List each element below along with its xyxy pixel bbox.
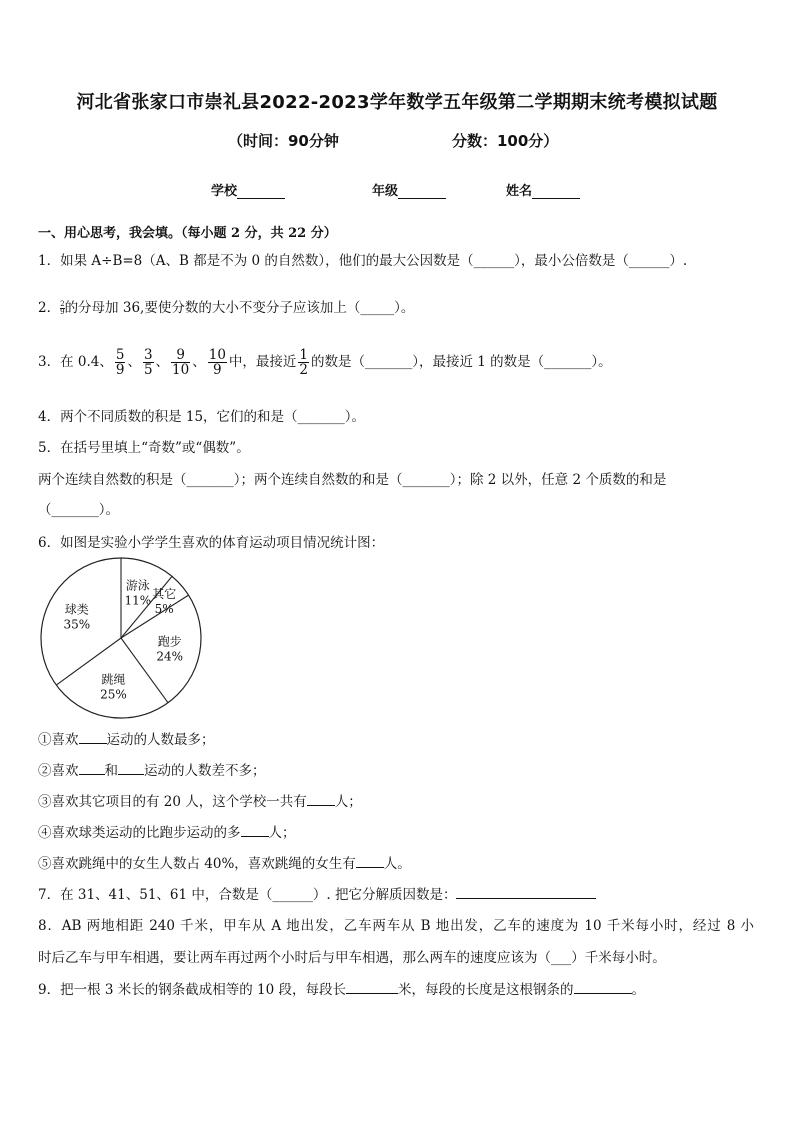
name-blank	[532, 186, 580, 199]
q3-f1-den: 9	[115, 362, 125, 379]
q3-f3-den: 10	[172, 362, 190, 379]
q9-end: 。	[631, 982, 646, 998]
question-8: 8．AB 两地相距 240 千米，甲车从 A 地出发，乙车两车从 B 地出发，乙车的速度为 10 千米每小时，经过 8 小	[38, 918, 754, 934]
q6-s4-b: 人；	[268, 825, 296, 841]
q2-frac-den: 9	[60, 308, 65, 316]
q3-sep-3: 、	[192, 354, 206, 371]
q6-sub-2	[38, 759, 266, 779]
q9-text: 9．把一根 3 米长的钢条截成相等的 10 段，每段长	[38, 982, 347, 998]
question-9	[38, 978, 645, 998]
exam-time: （时间：90分钟	[228, 132, 339, 150]
q6-s5-a: ⑤喜欢跳绳中的女生人数占 40%，喜欢跳绳的女生有	[38, 856, 356, 872]
grade-field	[372, 180, 446, 199]
q6-s2-blank-1	[79, 762, 105, 775]
q6-s2-c: 运动的人数差不多；	[144, 763, 266, 779]
grade-blank	[398, 186, 446, 199]
name-label: 姓名	[506, 184, 533, 199]
school-label: 学校	[211, 184, 238, 199]
q6-s5-blank	[356, 855, 384, 868]
q6-s2-b: 和	[104, 763, 118, 779]
question-8-line-2: 时后乙车与甲车相遇，要让两车再过两个小时后与甲车相遇，那么两车的速度应该为（___）千米每小时。	[38, 950, 666, 966]
q3-suffix: 的数是（_______），最接近 1 的数是（_______）。	[311, 354, 612, 371]
q6-s5-b: 人。	[383, 856, 411, 872]
q3-frac-2	[143, 348, 154, 377]
q6-s1-b: 运动的人数最多；	[106, 732, 215, 748]
q6-s3-a: ③喜欢其它项目的有 20 人，这个学校一共有	[38, 794, 307, 810]
grade-label: 年级	[372, 184, 399, 199]
pie-value-球类: 35%	[63, 617, 91, 632]
q6-s3-b: 人；	[334, 794, 362, 810]
pie-value-游泳: 11%	[124, 593, 152, 608]
q6-s4-a: ④喜欢球类运动的比跑步运动的多	[38, 825, 241, 841]
q3-frac-half	[298, 348, 309, 377]
q6-s3-blank	[307, 793, 335, 806]
q2-frac-num: 2	[60, 300, 65, 308]
question-2	[38, 296, 414, 316]
question-6: 6．如图是实验小学学生喜欢的体育运动项目情况统计图：	[38, 535, 385, 551]
pie-value-其它: 5%	[154, 601, 174, 616]
q6-sub-1	[38, 728, 215, 748]
q7-text: 7．在 31、41、51、61 中，合数是（______）. 把它分解质因数是：	[38, 887, 457, 903]
q3-prefix: 3．在 0.4、	[38, 354, 113, 371]
pie-label-游泳: 游泳	[125, 578, 150, 593]
q3-frac-4	[208, 348, 227, 377]
pie-label-跑步: 跑步	[157, 634, 182, 649]
question-5-line-2: 两个连续自然数的积是（_______）；两个连续自然数的和是（_______）；除 2 以外，任意 2 个质数的和是	[38, 472, 667, 488]
q3-sep-2: 、	[155, 354, 170, 371]
q9-blank-1	[346, 981, 398, 994]
exam-score: 分数：100分）	[452, 132, 559, 150]
question-7	[38, 883, 596, 903]
q3-half-den: 2	[299, 362, 309, 379]
q6-s1-blank	[79, 731, 107, 744]
q3-f1-num: 5	[115, 347, 125, 363]
q3-f4-den: 9	[213, 362, 222, 379]
school-blank	[237, 186, 285, 199]
question-5-line-3: （_______）。	[38, 502, 119, 518]
q3-f3-num: 9	[171, 348, 190, 363]
question-1: 1．如果 A÷B=8（A、B 都是不为 0 的自然数），他们的最大公因数是（______），最小公倍数是（______）.	[38, 253, 688, 269]
q3-mid: 中，最接近	[228, 354, 297, 371]
pie-label-跳绳: 跳绳	[101, 672, 126, 687]
q3-f2-den: 5	[143, 362, 153, 379]
q2-text: 的分母加 36,要使分数的大小不变分子应该加上（_____）。	[64, 300, 415, 316]
pie-chart	[38, 556, 208, 722]
exam-title: 河北省张家口市崇礼县2022-2023学年数学五年级第二学期期末统考模拟试题	[76, 92, 718, 113]
q2-prefix: 2．	[38, 300, 61, 316]
pie-label-球类: 球类	[64, 602, 89, 617]
q6-sub-4	[38, 821, 296, 841]
section-title: 一、用心思考，我会填。（每小题 2 分，共 22 分）	[38, 226, 337, 241]
q6-s1-a: ①喜欢	[38, 732, 79, 748]
q9-mid: 米，每段的长度是这根钢条的	[398, 982, 574, 998]
q6-sub-5	[38, 852, 411, 872]
question-3	[38, 348, 612, 377]
q6-s2-a: ②喜欢	[38, 763, 79, 779]
question-4: 4．两个不同质数的积是 15，它们的和是（_______）。	[38, 409, 366, 425]
q3-frac-1	[115, 348, 126, 377]
name-field	[506, 180, 580, 199]
q3-f4-num: 10	[208, 347, 226, 363]
q3-f2-num: 3	[143, 347, 153, 363]
pie-value-跳绳: 25%	[100, 687, 127, 702]
school-field	[211, 180, 285, 199]
q3-half-num: 1	[299, 347, 309, 363]
q6-sub-3	[38, 790, 362, 810]
q9-blank-2	[574, 981, 632, 994]
pie-value-跑步: 24%	[156, 649, 184, 664]
q7-blank	[456, 886, 596, 899]
q6-s2-blank-2	[118, 762, 144, 775]
q3-sep-1: 、	[127, 354, 141, 371]
q3-frac-3	[171, 348, 190, 377]
q6-s4-blank	[241, 824, 269, 837]
pie-label-其它: 其它	[152, 586, 177, 601]
question-5: 5．在括号里填上“奇数”或“偶数”。	[38, 440, 250, 456]
